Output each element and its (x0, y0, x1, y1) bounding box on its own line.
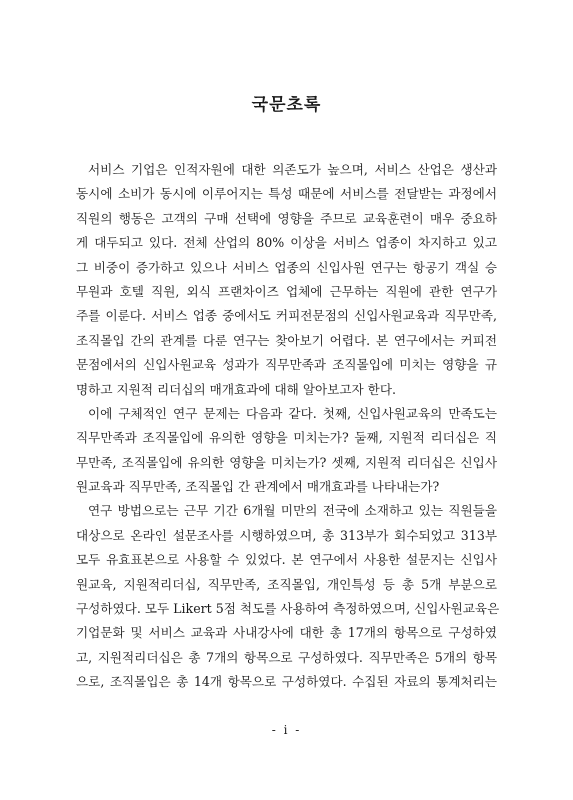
text-line: 원교육, 지원적리더십, 직무만족, 조직몰입, 개인특성 등 총 5개 부분으로 (76, 576, 497, 592)
text-line: 원교육과 직무만족, 조직몰입 간 관계에서 매개효과를 나타내는가? (76, 479, 440, 495)
text-line: 서비스 기업은 인적자원에 대한 의존도가 높으며, 서비스 산업은 생산과 (88, 162, 497, 177)
text-line: 기업문화 및 서비스 교육과 사내강사에 대한 총 17개의 항목으로 구성하였 (76, 625, 497, 641)
text-line: 명하고 지원적 리더십의 매개효과에 대해 알아보고자 한다. (76, 381, 396, 397)
text-line: 모두 유효표본으로 사용할 수 있었다. 본 연구에서 사용한 설문지는 신입사 (76, 552, 497, 568)
text-line: 직무만족과 조직몰입에 유의한 영향을 미치는가? 둘째, 지원적 리더십은 직 (76, 430, 497, 446)
text-line: 연구 방법으로는 근무 기간 6개월 미만의 전국에 소재하고 있는 직원들을 (88, 503, 497, 519)
text-line: 게 대두되고 있다. 전체 산업의 80% 이상을 서비스 업종이 차지하고 있고 (76, 235, 497, 251)
page-number: - i - (271, 723, 302, 737)
text-line: 문점에서의 신입사원교육 성과가 직무만족과 조직몰입에 미치는 영향을 규 (76, 357, 497, 373)
abstract-body (76, 158, 500, 695)
text-line: 으로, 조직몰입은 총 14개 항목으로 구성하였다. 수집된 자료의 통계처리는 (76, 674, 497, 690)
text-line: 구성하였다. 모두 Likert 5점 척도를 사용하여 측정하였으며, 신입사원교육은 (76, 601, 500, 617)
text-line: 동시에 소비가 동시에 이루어지는 특성 때문에 서비스를 전달받는 과정에서 (76, 186, 497, 202)
page-title: 국문초록 (251, 95, 322, 115)
text-line: 고, 지원적리더십은 총 7개의 항목으로 구성하였다. 직무만족은 5개의 항목 (76, 649, 497, 665)
text-line: 직원의 행동은 고객의 구매 선택에 영향을 주므로 교육훈련이 매우 중요하 (76, 210, 497, 226)
text-line: 조직몰입 간의 관계를 다룬 연구는 찾아보기 어렵다. 본 연구에서는 커피전 (76, 332, 497, 348)
text-line: 그 비중이 증가하고 있으나 서비스 업종의 신입사원 연구는 항공기 객실 승 (76, 259, 497, 275)
text-line: 무만족, 조직몰입에 유의한 영향을 미치는가? 셋째, 지원적 리더십은 신입사 (76, 454, 497, 470)
text-line: 주를 이룬다. 서비스 업종 중에서도 커피전문점의 신입사원교육과 직무만족, (76, 308, 497, 324)
text-line: 대상으로 온라인 설문조사를 시행하였으며, 총 313부가 회수되었고 313부 (76, 527, 497, 543)
text-line: 이에 구체적인 연구 문제는 다음과 같다. 첫째, 신입사원교육의 만족도는 (88, 405, 497, 421)
text-line: 무원과 호텔 직원, 외식 프랜차이즈 업체에 근무하는 직원에 관한 연구가 (76, 283, 497, 299)
